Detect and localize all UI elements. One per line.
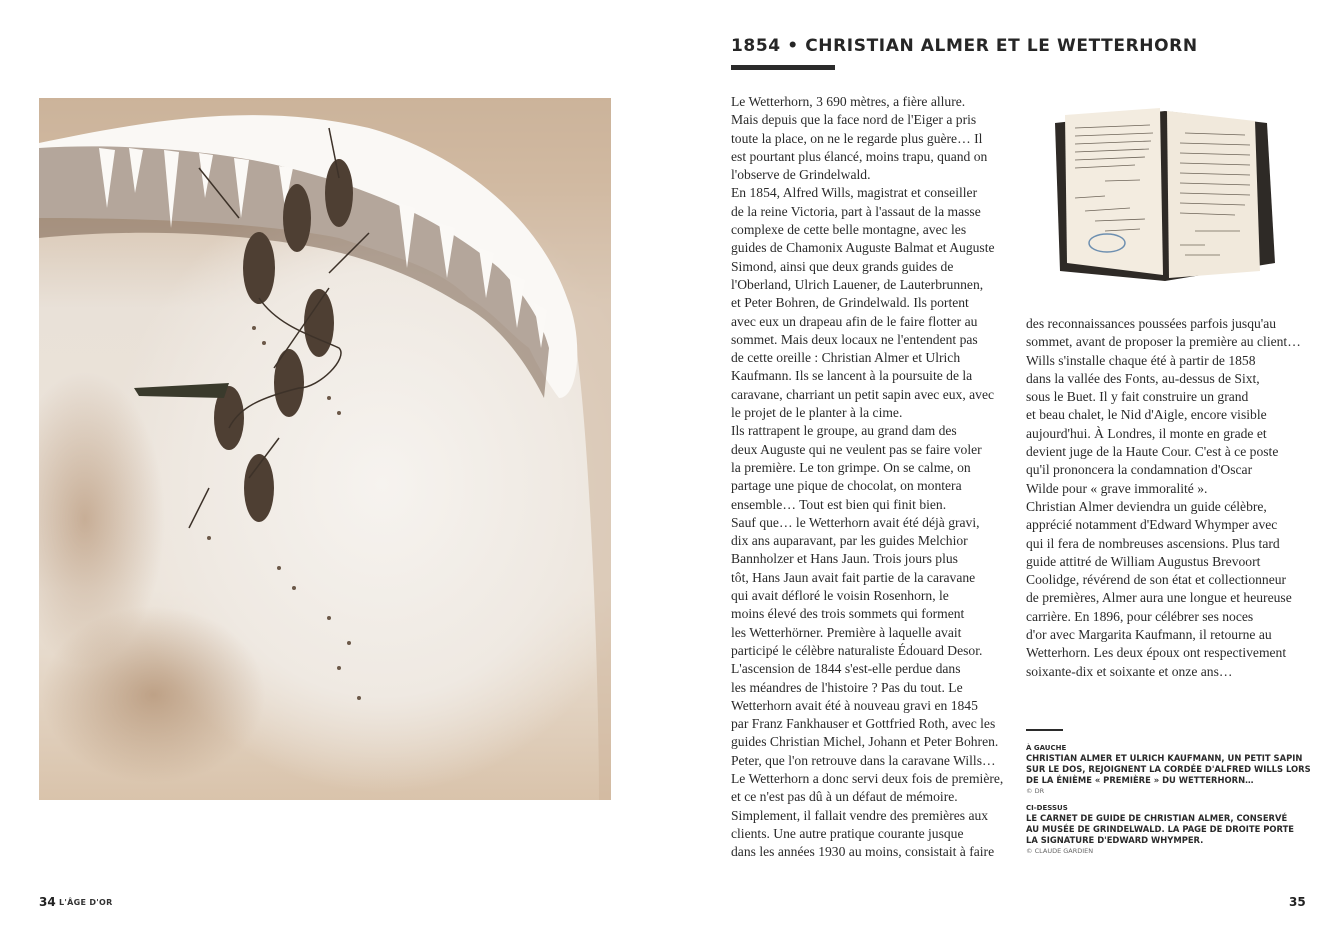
body-column-1 <box>731 93 1016 861</box>
caption-block <box>1026 803 1326 856</box>
text-line: Wetterhorn avait été à nouveau gravi en 1845 <box>731 697 978 713</box>
text-line: deux Auguste qui ne veulent pas se faire voler <box>731 441 982 457</box>
text-line: guide attitré de William Augustus Brevoort <box>1026 553 1261 569</box>
text-line: partage une pique de chocolat, on montera <box>731 478 962 494</box>
text-line: Christian Almer deviendra un guide célèbre, <box>1026 498 1267 514</box>
text-line: d'or avec Margarita Kaufmann, il retourne au <box>1026 627 1272 643</box>
text-line: Kaufmann. Ils se lancent à la poursuite de la <box>731 368 973 384</box>
text-line: de premières, Almer aura une longue et heureuse <box>1026 590 1292 606</box>
text-line: l'Oberland, Ulrich Lauener, de Lauterbrunnen, <box>731 276 984 292</box>
text-line: clients. Une autre pratique courante jusque <box>731 825 964 841</box>
captions <box>1026 743 1326 863</box>
page-number: 34 <box>39 895 56 909</box>
text-line: toute la place, on ne le regarde plus guère… Il <box>731 130 983 146</box>
text-line: soixante-dix et soixante et onze ans… <box>1026 663 1233 679</box>
text-line: qui avait défloré le voisin Rosenhorn, le <box>731 588 949 604</box>
text-line: et ce n'est pas dû à un défaut de mémoire. <box>731 789 958 805</box>
caption-block <box>1026 743 1326 796</box>
running-head: L'ÂGE D'OR <box>59 898 113 907</box>
caption-text: SUR LE DOS, REJOIGNENT LA CORDÉE D'ALFRED WILLS LORS <box>1026 764 1311 774</box>
photo-credit: © CLAUDE GARDIEN <box>1026 847 1094 855</box>
text-line: En 1854, Alfred Wills, magistrat et conseiller <box>731 185 978 201</box>
text-line: Coolidge, révérend de son état et collectionneur <box>1026 572 1287 588</box>
text-line: moins élevé des trois sommets qui forment <box>731 606 965 622</box>
illustration-drawing <box>39 98 611 800</box>
text-line: apprécié notamment d'Edward Whymper avec <box>1026 517 1278 533</box>
photo-credit: © DR <box>1026 787 1045 795</box>
text-line: L'ascension de 1844 s'est-elle perdue dans <box>731 661 961 677</box>
page-number: 35 <box>1289 895 1306 909</box>
caption-text: CHRISTIAN ALMER ET ULRICH KAUFMANN, UN PETIT SAPIN <box>1026 753 1303 763</box>
text-line: avec eux un drapeau afin de le faire flotter au <box>731 313 978 329</box>
text-line: les Wetterhörner. Première à laquelle avait <box>731 624 962 640</box>
text-line: sommet. Mais deux locaux ne l'entendent pas <box>731 331 978 347</box>
text-line: Sauf que… le Wetterhorn avait été déjà gravi, <box>731 514 980 530</box>
text-line: et Peter Bohren, de Grindelwald. Ils portent <box>731 295 969 311</box>
text-line: Le Wetterhorn, 3 690 mètres, a fière allure. <box>731 94 966 109</box>
text-line: guides de Chamonix Auguste Balmat et Auguste <box>731 240 995 256</box>
left-page <box>0 0 667 927</box>
text-line: des reconnaissances poussées parfois jusqu'au <box>1026 316 1277 331</box>
caption-label: À GAUCHE <box>1026 744 1067 752</box>
text-line: sous le Buet. Il y fait construire un grand <box>1026 389 1249 405</box>
text-line: de cette oreille : Christian Almer et Ulrich <box>731 350 961 366</box>
text-line: Simplement, il fallait vendre des premières aux <box>731 807 989 823</box>
text-line: par Franz Fankhauser et Gottfried Roth, avec les <box>731 716 996 732</box>
climbers-illustration <box>39 98 611 800</box>
caption-label: CI-DESSUS <box>1026 804 1068 812</box>
text-line: participé le célèbre naturaliste Édouard Desor. <box>731 642 983 658</box>
text-line: l'observe de Grindelwald. <box>731 167 871 183</box>
text-line: dans les années 1930 au moins, consistait à faire <box>731 844 995 860</box>
text-line: Ils rattrapent le groupe, au grand dam des <box>731 423 957 439</box>
title-underline <box>731 65 835 70</box>
text-line: ensemble… Tout est bien qui finit bien. <box>731 496 947 512</box>
text-line: sommet, avant de proposer la première au client… <box>1026 334 1301 350</box>
text-line: Wilde pour « grave immoralité ». <box>1026 480 1208 496</box>
text-line: qu'il prononcera la condamnation d'Oscar <box>1026 462 1253 478</box>
text-line: devient juge de la Haute Cour. C'est à ce poste <box>1026 444 1279 460</box>
text-line: complexe de cette belle montagne, avec les <box>731 222 967 238</box>
text-line: tôt, Hans Jaun avait fait partie de la caravane <box>731 569 976 585</box>
caption-rule <box>1026 729 1063 731</box>
text-line: Wills s'installe chaque été à partir de 1858 <box>1026 352 1256 368</box>
body-column-2 <box>1026 315 1311 681</box>
notebook-photo <box>1045 103 1277 283</box>
text-line: Le Wetterhorn a donc servi deux fois de première, <box>731 770 1004 786</box>
text-line: caravane, charriant un petit sapin avec eux, avec <box>731 386 995 402</box>
text-line: et beau chalet, le Nid d'Aigle, encore visible <box>1026 407 1267 423</box>
text-line: de la reine Victoria, part à l'assaut de la masse <box>731 203 981 219</box>
caption-text: DE LA ÉNIÈME « PREMIÈRE » DU WETTERHORN… <box>1026 775 1254 785</box>
right-page <box>667 0 1335 927</box>
text-line: Bannholzer et Hans Jaun. Trois jours plus <box>731 551 958 567</box>
caption-text: LE CARNET DE GUIDE DE CHRISTIAN ALMER, CONSERVÉ <box>1026 813 1288 823</box>
text-line: Mais depuis que la face nord de l'Eiger a pris <box>731 112 977 128</box>
text-line: aujourd'hui. À Londres, il monte en grade et <box>1026 425 1267 441</box>
text-line: guides Christian Michel, Johann et Peter Bohren. <box>731 734 999 750</box>
text-line: Wetterhorn. Les deux époux ont respectivement <box>1026 645 1287 661</box>
text-line: le projet de le planter à la cime. <box>731 405 903 421</box>
text-line: qui il fera de nombreuses ascensions. Plus tard <box>1026 535 1280 551</box>
open-notebook-icon <box>1045 103 1277 283</box>
text-line: Peter, que l'on retrouve dans la caravane Wills… <box>731 752 996 768</box>
text-line: dix ans auparavant, par les guides Melchior <box>731 533 968 549</box>
text-line: les méandres de l'histoire ? Pas du tout. Le <box>731 679 963 695</box>
text-line: Simond, ainsi que deux grands guides de <box>731 258 954 274</box>
text-line: carrière. En 1896, pour célébrer ses noces <box>1026 608 1254 624</box>
text-line: la première. Le ton grimpe. On se calme, on <box>731 459 971 475</box>
caption-text: LA SIGNATURE D'EDWARD WHYMPER. <box>1026 835 1204 845</box>
article-title: 1854 • CHRISTIAN ALMER ET LE WETTERHORN <box>731 36 1198 56</box>
text-line: est pourtant plus élancé, moins trapu, quand on <box>731 148 988 164</box>
caption-text: AU MUSÉE DE GRINDELWALD. LA PAGE DE DROITE PORTE <box>1026 824 1295 834</box>
text-line: dans la vallée des Fonts, au-dessus de Sixt, <box>1026 370 1260 386</box>
